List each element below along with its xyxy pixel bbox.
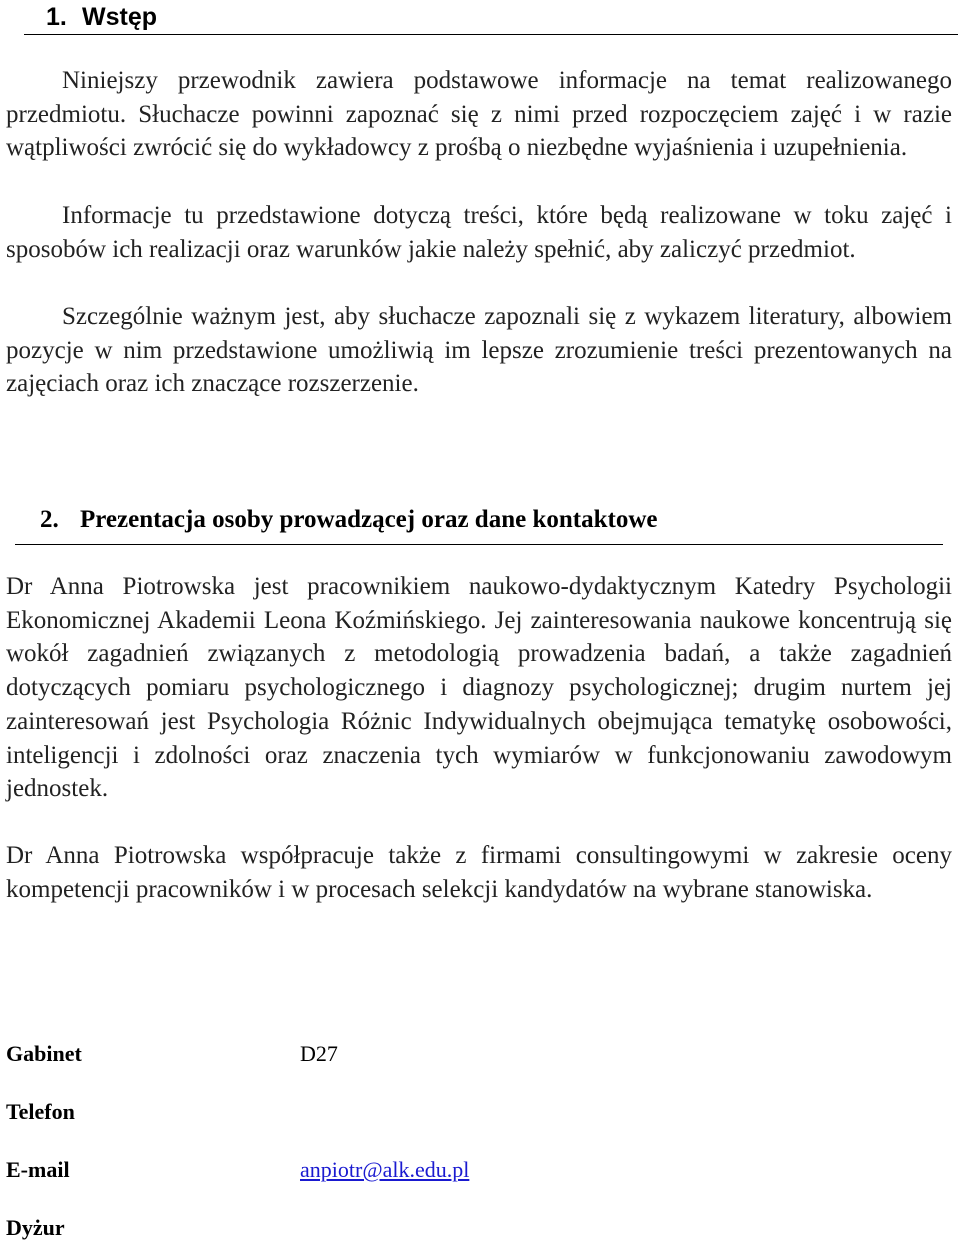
- email-link[interactable]: anpiotr@alk.edu.pl: [300, 1157, 470, 1182]
- intro-paragraph-2: Informacje tu przedstawione dotyczą treści, które będą realizowane w toku zajęć i sposobów ich realizacji oraz warunków jakie należy spełnić, aby zaliczyć przedmiot.: [6, 202, 952, 263]
- section-1-rule: [24, 34, 958, 35]
- phone-label: Telefon: [6, 1099, 75, 1124]
- section-2-heading: [40, 503, 657, 537]
- section-1-heading: [46, 0, 157, 34]
- room-label: Gabinet: [6, 1041, 82, 1066]
- section-2-title: Prezentacja osoby prowadzącej oraz dane kontaktowe: [80, 506, 658, 533]
- office-hours-label: Dyżur: [6, 1215, 65, 1240]
- intro-paragraph-1: Niniejszy przewodnik zawiera podstawowe informacje na temat realizowanego przedmiotu. Słuchacze powinni zapoznać się z nimi przed rozpoczęciem zajęć i w razie wątpliwości zwrócić się do wykładowcy z prośbą o niezbędne wyjaśnienia i uzupełnienia.: [6, 67, 952, 162]
- bio-paragraph-2: Dr Anna Piotrowska współpracuje także z firmami consultingowymi w zakresie oceny kompetencji pracowników i w procesach selekcji kandydatów na wybrane stanowiska.: [6, 842, 952, 903]
- bio-paragraph-1: Dr Anna Piotrowska jest pracownikiem naukowo-dydaktycznym Katedry Psychologii Ekonomicznej Akademii Leona Koźmińskiego. Jej zainteresowania naukowe koncentrują się wokół zagadnień związanych z metodologią prowadzenia badań, a także zagadnień dotyczących pomiaru psychologicznego i diagnozy psychologicznej; drugim nurtem jej zainteresowań jest Psychologia Różnic Indywidualnych obejmująca tematykę osobowości, inteligencji i zdolności oraz znaczenia tych wymiarów w funkcjonowaniu zawodowym jednostek.: [6, 573, 952, 803]
- room-value: D27: [300, 1041, 338, 1066]
- email-label: E-mail: [6, 1157, 70, 1182]
- section-1-title: Wstęp: [82, 3, 157, 31]
- email-value: [300, 1155, 469, 1185]
- section-2-rule: [15, 544, 943, 545]
- intro-paragraph-3: Szczególnie ważnym jest, aby słuchacze zapoznali się z wykazem literatury, albowiem pozycje w nim przedstawione umożliwią im lepsze zrozumienie treści prezentowanych na zajęciach oraz ich znaczące rozszerzenie.: [6, 303, 952, 398]
- section-2-number: 2.: [40, 506, 59, 533]
- section-1-number: 1.: [46, 3, 67, 31]
